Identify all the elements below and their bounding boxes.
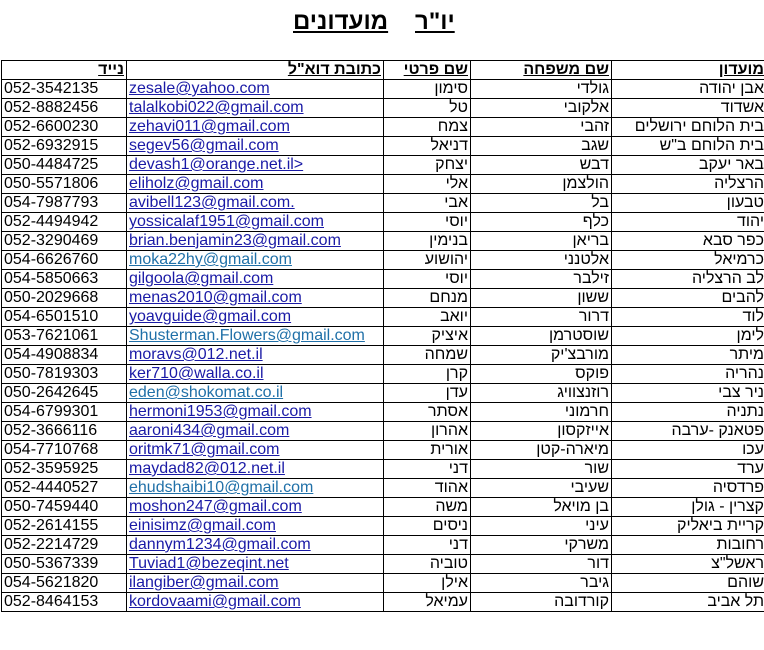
- club-cell: באר יעקב: [612, 156, 764, 175]
- first-name-cell: אסתר: [384, 403, 471, 422]
- phone-cell: 050-2029668: [2, 289, 127, 308]
- email-link[interactable]: ehudshaibi10@gmail.com: [129, 479, 314, 496]
- email-cell: [127, 479, 384, 498]
- first-name-cell: איציק: [384, 327, 471, 346]
- first-name-cell: טל: [384, 99, 471, 118]
- email-cell: [127, 460, 384, 479]
- club-cell: נתניה: [612, 403, 764, 422]
- last-name-cell: אייזקסון: [471, 422, 612, 441]
- club-cell: לימן: [612, 327, 764, 346]
- email-link[interactable]: gilgoola@gmail.com: [129, 270, 274, 287]
- club-cell: שוהם: [612, 574, 764, 593]
- club-cell: בית הלוחם ירושלים: [612, 118, 764, 137]
- first-name-cell: יהושוע: [384, 251, 471, 270]
- email-cell: [127, 308, 384, 327]
- first-name-cell: יצחק: [384, 156, 471, 175]
- document-title: [0, 8, 764, 42]
- phone-cell: 052-2214729: [2, 536, 127, 555]
- phone-cell: 053-7621061: [2, 327, 127, 346]
- email-cell: [127, 213, 384, 232]
- table-row: [2, 498, 764, 517]
- last-name-cell: כלף: [471, 213, 612, 232]
- last-name-cell: רוזנצוויג: [471, 384, 612, 403]
- first-name-cell: סימון: [384, 80, 471, 99]
- first-name-cell: ניסים: [384, 517, 471, 536]
- club-cell: קצרין - גולן: [612, 498, 764, 517]
- email-link[interactable]: maydad82@012.net.il: [129, 460, 285, 477]
- last-name-cell: שור: [471, 460, 612, 479]
- email-cell: [127, 99, 384, 118]
- last-name-cell: זהבי: [471, 118, 612, 137]
- club-cell: הרצליה: [612, 175, 764, 194]
- email-link[interactable]: eliholz@gmail.com: [129, 175, 264, 192]
- last-name-cell: גולדי: [471, 80, 612, 99]
- email-link[interactable]: yossicalaf1951@gmail.com: [129, 213, 324, 230]
- table-row: [2, 99, 764, 118]
- club-cell: להבים: [612, 289, 764, 308]
- email-link[interactable]: moka22hy@gmail.com: [129, 251, 292, 268]
- email-cell: [127, 517, 384, 536]
- email-cell: [127, 156, 384, 175]
- email-link[interactable]: menas2010@gmail.com: [129, 289, 302, 306]
- table-row: [2, 213, 764, 232]
- club-cell: ראשל"צ: [612, 555, 764, 574]
- email-cell: [127, 441, 384, 460]
- last-name-cell: דור: [471, 555, 612, 574]
- email-cell: [127, 194, 384, 213]
- table-row: [2, 80, 764, 99]
- first-name-cell: אבי: [384, 194, 471, 213]
- phone-cell: 052-6600230: [2, 118, 127, 137]
- header-last-name: שם משפחה: [471, 61, 612, 80]
- email-cell: [127, 232, 384, 251]
- phone-cell: 052-3595925: [2, 460, 127, 479]
- email-link[interactable]: segev56@gmail.com: [129, 137, 279, 154]
- club-cell: אשדוד: [612, 99, 764, 118]
- club-cell: אבן יהודה: [612, 80, 764, 99]
- email-cell: [127, 118, 384, 137]
- email-cell: [127, 289, 384, 308]
- club-cell: טבעון: [612, 194, 764, 213]
- email-link[interactable]: moravs@012.net.il: [129, 346, 263, 363]
- first-name-cell: טוביה: [384, 555, 471, 574]
- email-cell: [127, 137, 384, 156]
- last-name-cell: שעיבי: [471, 479, 612, 498]
- phone-cell: 052-6932915: [2, 137, 127, 156]
- phone-cell: 052-8882456: [2, 99, 127, 118]
- email-cell: [127, 555, 384, 574]
- email-link[interactable]: Shusterman.Flowers@gmail.com: [129, 327, 365, 344]
- last-name-cell: דרור: [471, 308, 612, 327]
- club-cell: ערד: [612, 460, 764, 479]
- table-row: [2, 555, 764, 574]
- email-cell: [127, 346, 384, 365]
- email-cell: [127, 384, 384, 403]
- last-name-cell: מורבצ'יק: [471, 346, 612, 365]
- last-name-cell: זילבר: [471, 270, 612, 289]
- table-row: [2, 194, 764, 213]
- email-link[interactable]: devash1@orange.net.il>: [129, 156, 304, 173]
- table-row: [2, 251, 764, 270]
- table-row: [2, 422, 764, 441]
- last-name-cell: ששון: [471, 289, 612, 308]
- club-cell: בית הלוחם ב"ש: [612, 137, 764, 156]
- last-name-cell: גיבר: [471, 574, 612, 593]
- email-cell: [127, 270, 384, 289]
- first-name-cell: עמיאל: [384, 593, 471, 612]
- first-name-cell: אילן: [384, 574, 471, 593]
- email-cell: [127, 574, 384, 593]
- club-cell: ניר צבי: [612, 384, 764, 403]
- first-name-cell: בנימין: [384, 232, 471, 251]
- first-name-cell: דני: [384, 460, 471, 479]
- clubs-table: [1, 60, 764, 612]
- first-name-cell: שמחה: [384, 346, 471, 365]
- email-link[interactable]: ilangiber@gmail.com: [129, 574, 279, 591]
- phone-cell: 054-5850663: [2, 270, 127, 289]
- phone-cell: 052-3542135: [2, 80, 127, 99]
- email-link[interactable]: zesale@yahoo.com: [129, 80, 270, 97]
- club-cell: יהוד: [612, 213, 764, 232]
- first-name-cell: אלי: [384, 175, 471, 194]
- table-row: [2, 574, 764, 593]
- first-name-cell: מנחם: [384, 289, 471, 308]
- phone-cell: 054-6501510: [2, 308, 127, 327]
- email-cell: [127, 327, 384, 346]
- club-cell: תל אביב: [612, 593, 764, 612]
- first-name-cell: דניאל: [384, 137, 471, 156]
- table-row: [2, 479, 764, 498]
- club-cell: עכו: [612, 441, 764, 460]
- email-link[interactable]: oritmk71@gmail.com: [129, 441, 280, 458]
- table-row: [2, 384, 764, 403]
- email-cell: [127, 593, 384, 612]
- email-link[interactable]: brian.benjamin23@gmail.com: [129, 232, 341, 249]
- last-name-cell: אלקובי: [471, 99, 612, 118]
- email-link[interactable]: kordovaami@gmail.com: [129, 593, 301, 610]
- table-row: [2, 460, 764, 479]
- club-cell: קריית ביאליק: [612, 517, 764, 536]
- first-name-cell: אורית: [384, 441, 471, 460]
- first-name-cell: יואב: [384, 308, 471, 327]
- email-link[interactable]: aaroni434@gmail.com: [129, 422, 290, 439]
- last-name-cell: שגב: [471, 137, 612, 156]
- phone-cell: 050-4484725: [2, 156, 127, 175]
- table-row: [2, 365, 764, 384]
- table-row: [2, 308, 764, 327]
- email-cell: [127, 403, 384, 422]
- table-row: [2, 441, 764, 460]
- email-link[interactable]: talalkobi022@gmail.com: [129, 99, 304, 116]
- phone-cell: 054-4908834: [2, 346, 127, 365]
- phone-cell: 050-7459440: [2, 498, 127, 517]
- email-link[interactable]: ker710@walla.co.il: [129, 365, 264, 382]
- last-name-cell: מיארה-קטן: [471, 441, 612, 460]
- last-name-cell: משרקי: [471, 536, 612, 555]
- club-cell: רחובות: [612, 536, 764, 555]
- last-name-cell: דבש: [471, 156, 612, 175]
- last-name-cell: הולצמן: [471, 175, 612, 194]
- first-name-cell: אהרון: [384, 422, 471, 441]
- header-phone: נייד: [2, 61, 127, 80]
- header-email: כתובת דוא"ל: [127, 61, 384, 80]
- table-header-row: [2, 61, 764, 80]
- header-club: מועדון: [612, 61, 764, 80]
- last-name-cell: פוקס: [471, 365, 612, 384]
- email-cell: [127, 251, 384, 270]
- first-name-cell: צמח: [384, 118, 471, 137]
- club-cell: כרמיאל: [612, 251, 764, 270]
- first-name-cell: דני: [384, 536, 471, 555]
- first-name-cell: קרן: [384, 365, 471, 384]
- email-cell: [127, 80, 384, 99]
- table-row: [2, 517, 764, 536]
- phone-cell: 052-3290469: [2, 232, 127, 251]
- email-link[interactable]: zehavi011@gmail.com: [129, 118, 290, 135]
- table-row: [2, 137, 764, 156]
- club-cell: מיתר: [612, 346, 764, 365]
- club-cell: כפר סבא: [612, 232, 764, 251]
- phone-cell: 054-7987793: [2, 194, 127, 213]
- last-name-cell: שוסטרמן: [471, 327, 612, 346]
- last-name-cell: אלטנני: [471, 251, 612, 270]
- email-cell: [127, 175, 384, 194]
- email-link[interactable]: avibell123@gmail.com.: [129, 194, 295, 211]
- phone-cell: 052-3666116: [2, 422, 127, 441]
- first-name-cell: עדן: [384, 384, 471, 403]
- title-clubs: מועדונים: [293, 8, 389, 35]
- table-row: [2, 593, 764, 612]
- email-link[interactable]: eden@shokomat.co.il: [129, 384, 284, 401]
- last-name-cell: חרמוני: [471, 403, 612, 422]
- email-cell: [127, 498, 384, 517]
- phone-cell: 052-8464153: [2, 593, 127, 612]
- table-row: [2, 156, 764, 175]
- email-link[interactable]: dannym1234@gmail.com: [129, 536, 311, 553]
- email-cell: [127, 536, 384, 555]
- last-name-cell: עיני: [471, 517, 612, 536]
- email-link[interactable]: Tuviad1@bezeqint.net: [129, 555, 289, 572]
- table-row: [2, 403, 764, 422]
- phone-cell: 050-7819303: [2, 365, 127, 384]
- phone-cell: 050-5367339: [2, 555, 127, 574]
- first-name-cell: יוסי: [384, 270, 471, 289]
- phone-cell: 054-6626760: [2, 251, 127, 270]
- email-cell: [127, 365, 384, 384]
- first-name-cell: משה: [384, 498, 471, 517]
- phone-cell: 052-2614155: [2, 517, 127, 536]
- email-link[interactable]: yoavguide@gmail.com: [129, 308, 292, 325]
- last-name-cell: קורדובה: [471, 593, 612, 612]
- table-row: [2, 118, 764, 137]
- title-chairman: יו"ר: [415, 8, 455, 35]
- first-name-cell: אהוד: [384, 479, 471, 498]
- club-cell: נהריה: [612, 365, 764, 384]
- phone-cell: 050-2642645: [2, 384, 127, 403]
- email-cell: [127, 422, 384, 441]
- header-first-name: שם פרטי: [384, 61, 471, 80]
- phone-cell: 052-4440527: [2, 479, 127, 498]
- club-cell: לוד: [612, 308, 764, 327]
- email-link[interactable]: einisimz@gmail.com: [129, 517, 276, 534]
- table-row: [2, 232, 764, 251]
- last-name-cell: בן מויאל: [471, 498, 612, 517]
- table-row: [2, 175, 764, 194]
- first-name-cell: יוסי: [384, 213, 471, 232]
- email-link[interactable]: moshon247@gmail.com: [129, 498, 302, 515]
- table-row: [2, 536, 764, 555]
- phone-cell: 054-6799301: [2, 403, 127, 422]
- club-cell: פרדסיה: [612, 479, 764, 498]
- phone-cell: 054-5621820: [2, 574, 127, 593]
- phone-cell: 054-7710768: [2, 441, 127, 460]
- phone-cell: 050-5571806: [2, 175, 127, 194]
- phone-cell: 052-4494942: [2, 213, 127, 232]
- email-link[interactable]: hermoni1953@gmail.com: [129, 403, 312, 420]
- table-row: [2, 327, 764, 346]
- last-name-cell: בריאן: [471, 232, 612, 251]
- table-row: [2, 289, 764, 308]
- club-cell: לב הרצליה: [612, 270, 764, 289]
- table-row: [2, 270, 764, 289]
- table-row: [2, 346, 764, 365]
- last-name-cell: בל: [471, 194, 612, 213]
- club-cell: פטאנק -ערבה: [612, 422, 764, 441]
